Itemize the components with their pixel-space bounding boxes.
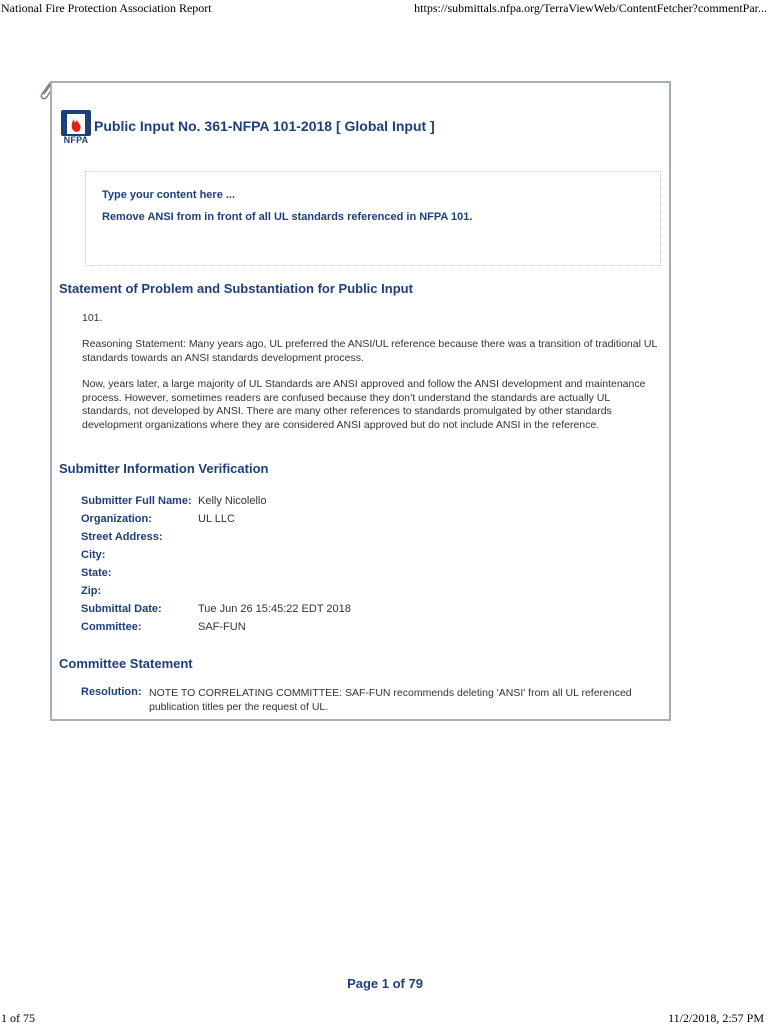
print-header-title: National Fire Protection Association Report bbox=[1, 1, 212, 15]
field-label: Zip: bbox=[81, 585, 102, 597]
submitter-heading: Submitter Information Verification bbox=[59, 461, 269, 476]
resolution-text: NOTE TO CORRELATING COMMITTEE: SAF-FUN recommends deleting 'ANSI' from all UL referenced publication titles per the request of UL. bbox=[149, 687, 632, 713]
content-input-text: Remove ANSI from in front of all UL standards referenced in NFPA 101. bbox=[102, 211, 473, 223]
field-label: Committee: bbox=[81, 621, 142, 633]
content-box bbox=[85, 171, 661, 266]
statement-paragraph: 101. bbox=[82, 312, 103, 324]
statement-paragraph: Now, years later, a large majority of UL Standards are ANSI approved and follow the ANSI development and maintenance process. However, sometimes readers are confused because they don’t understand the standards are actually UL standards, not developed by ANSI. There are many other references to standards promulgated by other standards development organizations where they are considered ANSI approved but do not include ANSI in the reference. bbox=[82, 378, 646, 431]
field-value: SAF-FUN bbox=[198, 621, 246, 633]
statement-paragraph: Reasoning Statement: Many years ago, UL preferred the ANSI/UL reference because there was a transition of traditional UL standards towards an ANSI standards development process. bbox=[82, 338, 657, 364]
field-label: State: bbox=[81, 567, 112, 579]
field-value: Kelly Nicolello bbox=[198, 495, 267, 507]
field-value: UL LLC bbox=[198, 513, 235, 525]
nfpa-logo-text: NFPA bbox=[63, 135, 89, 145]
print-header bbox=[0, 1, 770, 17]
report-card bbox=[50, 81, 671, 721]
field-label: Organization: bbox=[81, 513, 152, 525]
resolution-label: Resolution: bbox=[81, 686, 142, 698]
field-label: City: bbox=[81, 549, 106, 561]
content-placeholder-text: Type your content here ... bbox=[102, 189, 236, 201]
print-footer-page: 1 of 75 bbox=[1, 1011, 35, 1025]
field-label: Submitter Full Name: bbox=[81, 495, 192, 507]
print-header-url: https://submittals.nfpa.org/TerraViewWeb/ContentFetcher?commentPar... bbox=[414, 1, 767, 15]
field-label: Street Address: bbox=[81, 531, 163, 543]
field-value: Tue Jun 26 15:45:22 EDT 2018 bbox=[198, 603, 351, 615]
page-number: Page 1 of 79 bbox=[347, 976, 423, 991]
page-title: Public Input No. 361-NFPA 101-2018 [ Global Input ] bbox=[94, 118, 435, 134]
print-footer bbox=[0, 1011, 770, 1027]
committee-statement-heading: Committee Statement bbox=[59, 656, 193, 671]
print-footer-timestamp: 11/2/2018, 2:57 PM bbox=[668, 1011, 764, 1025]
statement-heading: Statement of Problem and Substantiation for Public Input bbox=[59, 281, 413, 296]
field-label: Submittal Date: bbox=[81, 603, 162, 615]
